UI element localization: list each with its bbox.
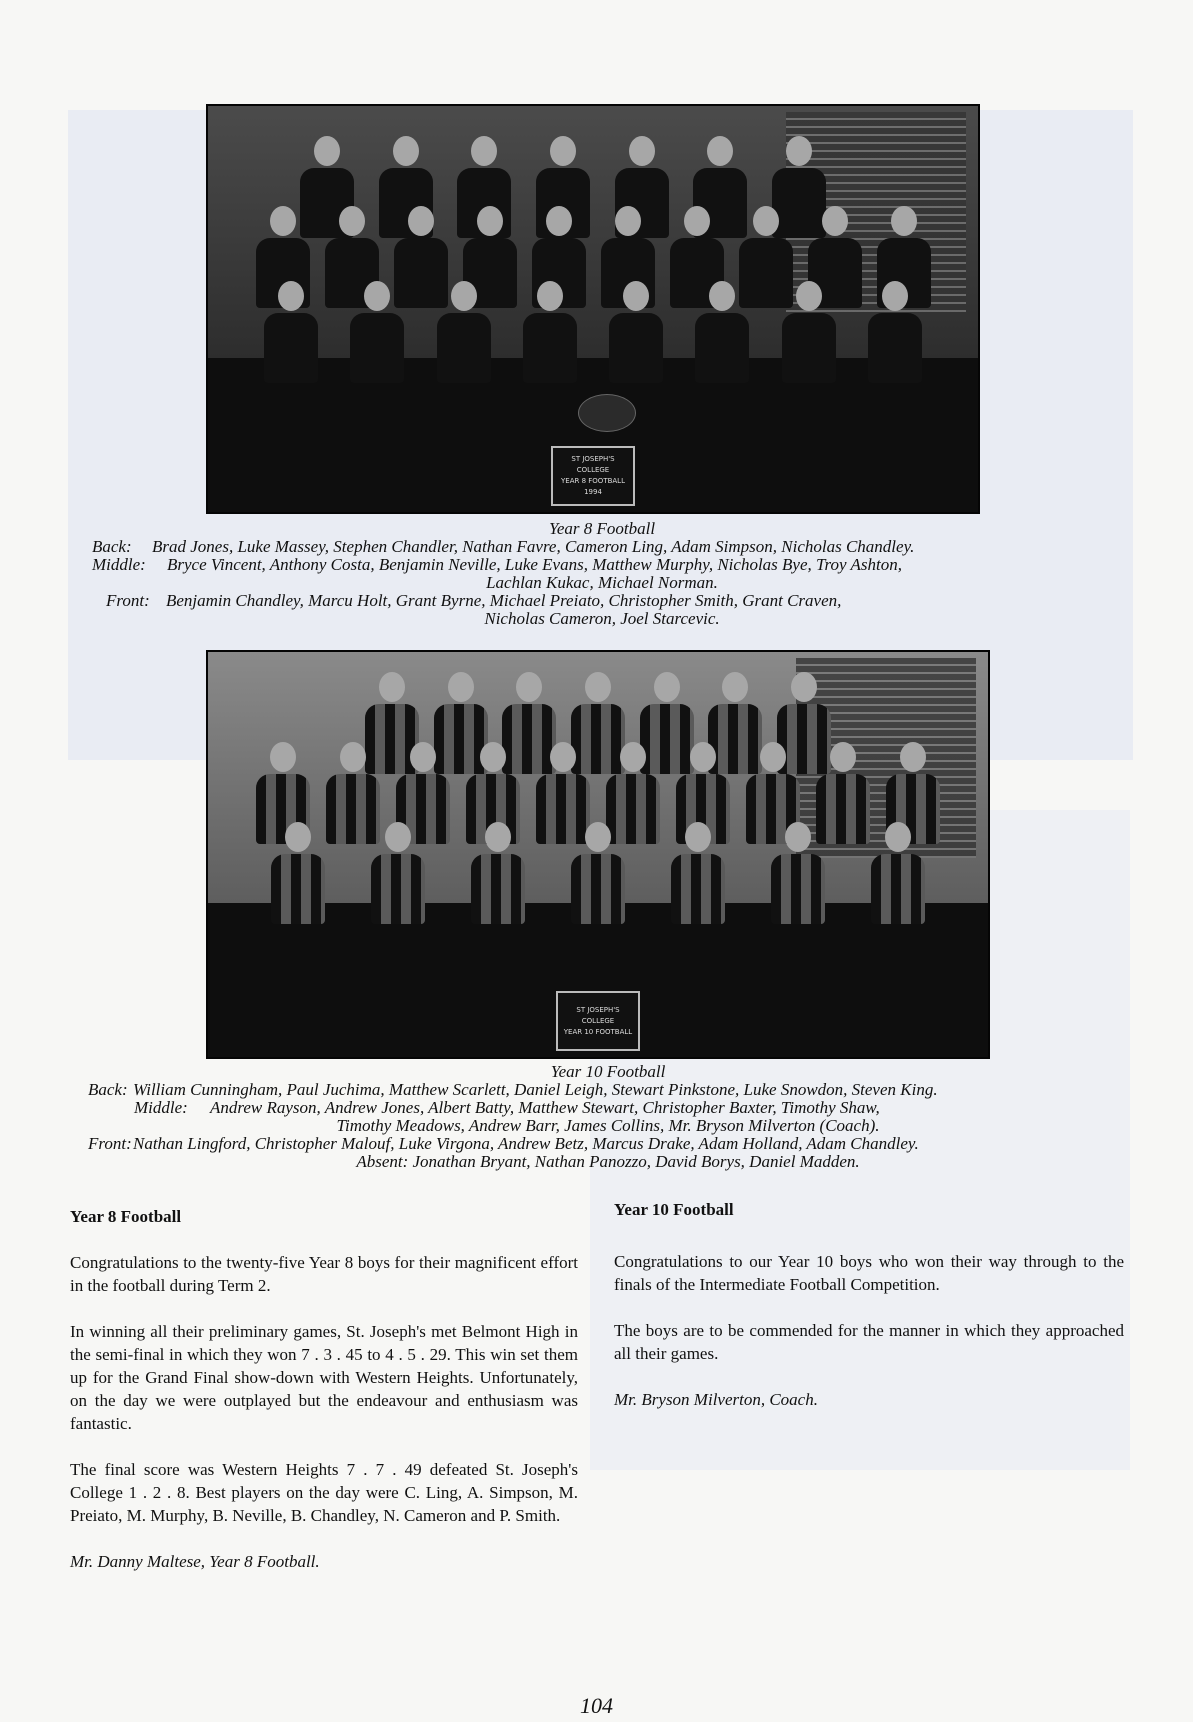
back-names: William Cunningham, Paul Juchima, Matthew Scarlett, Daniel Leigh, Stewart Pinkstone, Luke Snowdon, Steven King. (133, 1080, 938, 1099)
article-paragraph: Congratulations to our Year 10 boys who won their way through to the finals of the Intermediate Football Competition. (614, 1252, 1124, 1294)
player (609, 281, 663, 383)
middle-label: Middle: (92, 555, 146, 574)
sign-line: YEAR 8 FOOTBALL (561, 477, 625, 485)
sign-line: ST JOSEPH'S (576, 1005, 620, 1014)
middle-label: Middle: (134, 1098, 188, 1117)
caption-middle-cont: Timothy Meadows, Andrew Barr, James Collins, Mr. Bryson Milverton (Coach). (336, 1116, 880, 1135)
player (871, 822, 925, 924)
player (671, 822, 725, 924)
year8-caption (92, 520, 1112, 628)
front-label: Front: (106, 591, 150, 610)
front-label: Front: (88, 1134, 132, 1153)
page-number: 104 (580, 1693, 613, 1718)
absent-label: Absent: (356, 1152, 409, 1171)
player (271, 822, 325, 924)
caption-front-cont: Nicholas Cameron, Joel Starcevic. (484, 609, 720, 628)
article-heading: Year 10 Football (614, 1200, 734, 1219)
team-sign (556, 991, 640, 1051)
player (350, 281, 404, 383)
player (771, 822, 825, 924)
caption-title: Year 10 Football (550, 1062, 666, 1081)
team-sign (551, 446, 635, 506)
caption-back-row (92, 538, 1112, 556)
year10-team-photo (206, 650, 990, 1059)
player (782, 281, 836, 383)
caption-middle-row (88, 1099, 1128, 1117)
year10-caption (88, 1063, 1128, 1171)
player (523, 281, 577, 383)
article-paragraph: In winning all their preliminary games, St. Joseph's met Belmont High in the semi-final in which they won 7 . 3 . 45 to 4 . 5 . 29. This win set them up for the Grand Final show-down with Western Heights. Unfortunately, on the day we were outplayed but the endeavour and enthusiasm was fantastic. (70, 1322, 578, 1433)
caption-front-row (92, 592, 1112, 610)
caption-middle-row (92, 556, 1112, 574)
caption-back-row (88, 1081, 1128, 1099)
article-paragraph: The boys are to be commended for the manner in which they approached all their games. (614, 1321, 1124, 1363)
back-label: Back: (92, 537, 132, 556)
middle-names: Bryce Vincent, Anthony Costa, Benjamin Neville, Luke Evans, Matthew Murphy, Nicholas Bye, Troy Ashton, (167, 555, 902, 574)
player (471, 822, 525, 924)
caption-front-row (88, 1135, 1128, 1153)
back-label: Back: (88, 1080, 128, 1099)
player (371, 822, 425, 924)
absent-names: Jonathan Bryant, Nathan Panozzo, David Borys, Daniel Madden. (412, 1152, 860, 1171)
caption-middle-cont: Lachlan Kukac, Michael Norman. (486, 573, 718, 592)
year8-team-photo (206, 104, 980, 514)
player (264, 281, 318, 383)
article-paragraph: The final score was Western Heights 7 . 7 . 49 defeated St. Joseph's College 1 . 2 . 8. Best players on the day were C. Ling, A. Simpson, M. Preiato, M. Murphy, B. Neville, B. Chandley, N. Cameron and P. Smith. (70, 1460, 578, 1525)
front-row-players (248, 822, 948, 924)
player (695, 281, 749, 383)
back-names: Brad Jones, Luke Massey, Stephen Chandler, Nathan Favre, Cameron Ling, Adam Simpson, Nicholas Chandley. (152, 537, 915, 556)
article-paragraph: Congratulations to the twenty-five Year 8 boys for their magnificent effort in the football during Term 2. (70, 1253, 578, 1295)
sign-line: COLLEGE (576, 466, 610, 474)
year10-article (614, 1200, 1124, 1411)
caption-title: Year 8 Football (548, 519, 656, 538)
player (437, 281, 491, 383)
player (868, 281, 922, 383)
article-heading: Year 8 Football (70, 1207, 182, 1226)
sign-line: YEAR 10 FOOTBALL (563, 1027, 633, 1036)
middle-names: Andrew Rayson, Andrew Jones, Albert Batty, Matthew Stewart, Christopher Baxter, Timothy Shaw, (210, 1098, 880, 1117)
caption-absent-row (88, 1153, 1128, 1171)
article-signature: Mr. Danny Maltese, Year 8 Football. (70, 1552, 320, 1571)
player (571, 822, 625, 924)
football (578, 394, 636, 432)
sign-line: COLLEGE (581, 1016, 615, 1025)
sign-line: ST JOSEPH'S (571, 455, 615, 463)
front-row-players (248, 281, 938, 383)
year8-article (70, 1207, 578, 1573)
front-names: Nathan Lingford, Christopher Malouf, Luke Virgona, Andrew Betz, Marcus Drake, Adam Holland, Adam Chandley. (133, 1134, 919, 1153)
front-names: Benjamin Chandley, Marcu Holt, Grant Byrne, Michael Preiato, Christopher Smith, Grant Craven, (166, 591, 842, 610)
sign-line: 1994 (584, 488, 602, 496)
article-signature: Mr. Bryson Milverton, Coach. (614, 1390, 818, 1409)
